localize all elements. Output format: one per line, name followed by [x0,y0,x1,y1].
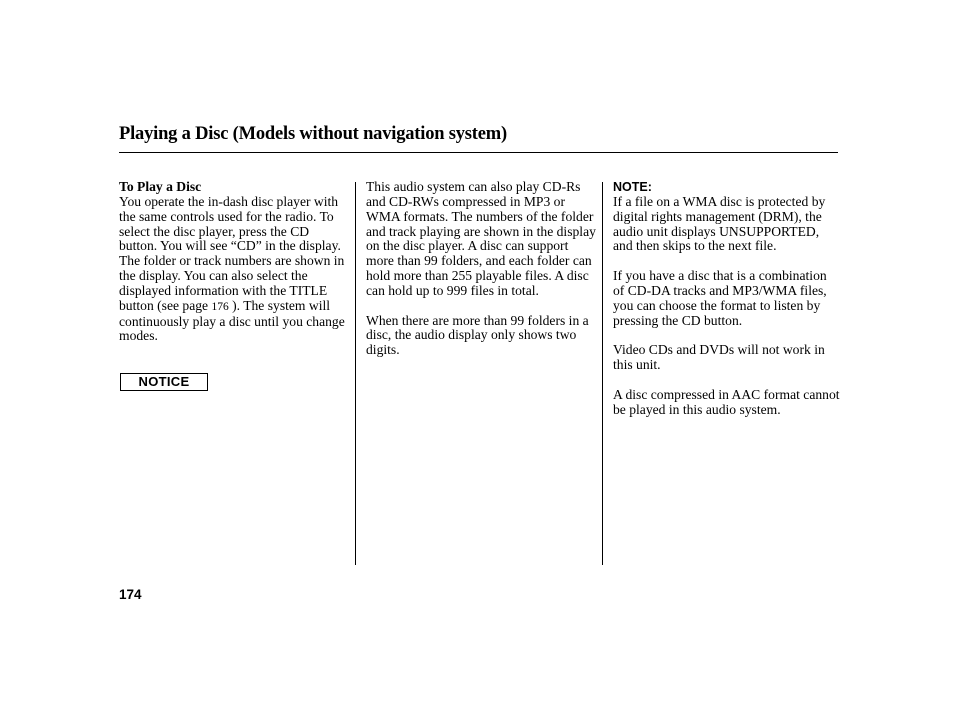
intro-paragraph [119,195,349,344]
column-2 [366,180,596,373]
video-cd-paragraph: Video CDs and DVDs will not work in this unit. [613,342,825,373]
column-divider-1 [355,182,356,565]
note-label: NOTE: [613,180,652,194]
mp3-wma-paragraph: This audio system can also play CD-Rs and CD-RWs compressed in MP3 or WMA formats. The numbers of the folder and track playing are shown in the display on the disc player. A disc can support more than 99 folders, and each folder can hold more than 255 playable files. A disc can hold up to 999 files in total. [366,179,596,298]
page-number: 174 [119,587,142,602]
aac-paragraph: A disc compressed in AAC format cannot be played in this audio system. [613,386,840,417]
page-reference-link[interactable]: 176 [211,300,229,313]
column-1 [119,180,349,359]
section-heading: To Play a Disc [119,179,202,194]
title-rule [119,152,838,153]
column-divider-2 [602,182,603,565]
drm-paragraph: If a file on a WMA disc is protected by digital rights management (DRM), the audio unit displays UNSUPPORTED, and then skips to the next file. [613,193,826,254]
page-title: Playing a Disc (Models without navigation system) [119,124,507,144]
notice-badge: NOTICE [120,373,208,391]
folders-paragraph: When there are more than 99 folders in a disc, the audio display only shows two digits. [366,312,589,358]
intro-text-end: ). The system will continuously play a disc until you change modes. [119,297,345,344]
intro-text-start: You operate the in-dash disc player with the same controls used for the radio. To select the disc player, press the CD button. You will see “CD” in the display. The folder or track numbers are shown in the display. You can also select the displayed information with the TITLE button (see page [119,193,345,313]
column-3 [613,180,841,432]
mixed-format-paragraph: If you have a disc that is a combination of CD-DA tracks and MP3/WMA files, you can choose the format to listen by pressing the CD button. [613,268,827,328]
